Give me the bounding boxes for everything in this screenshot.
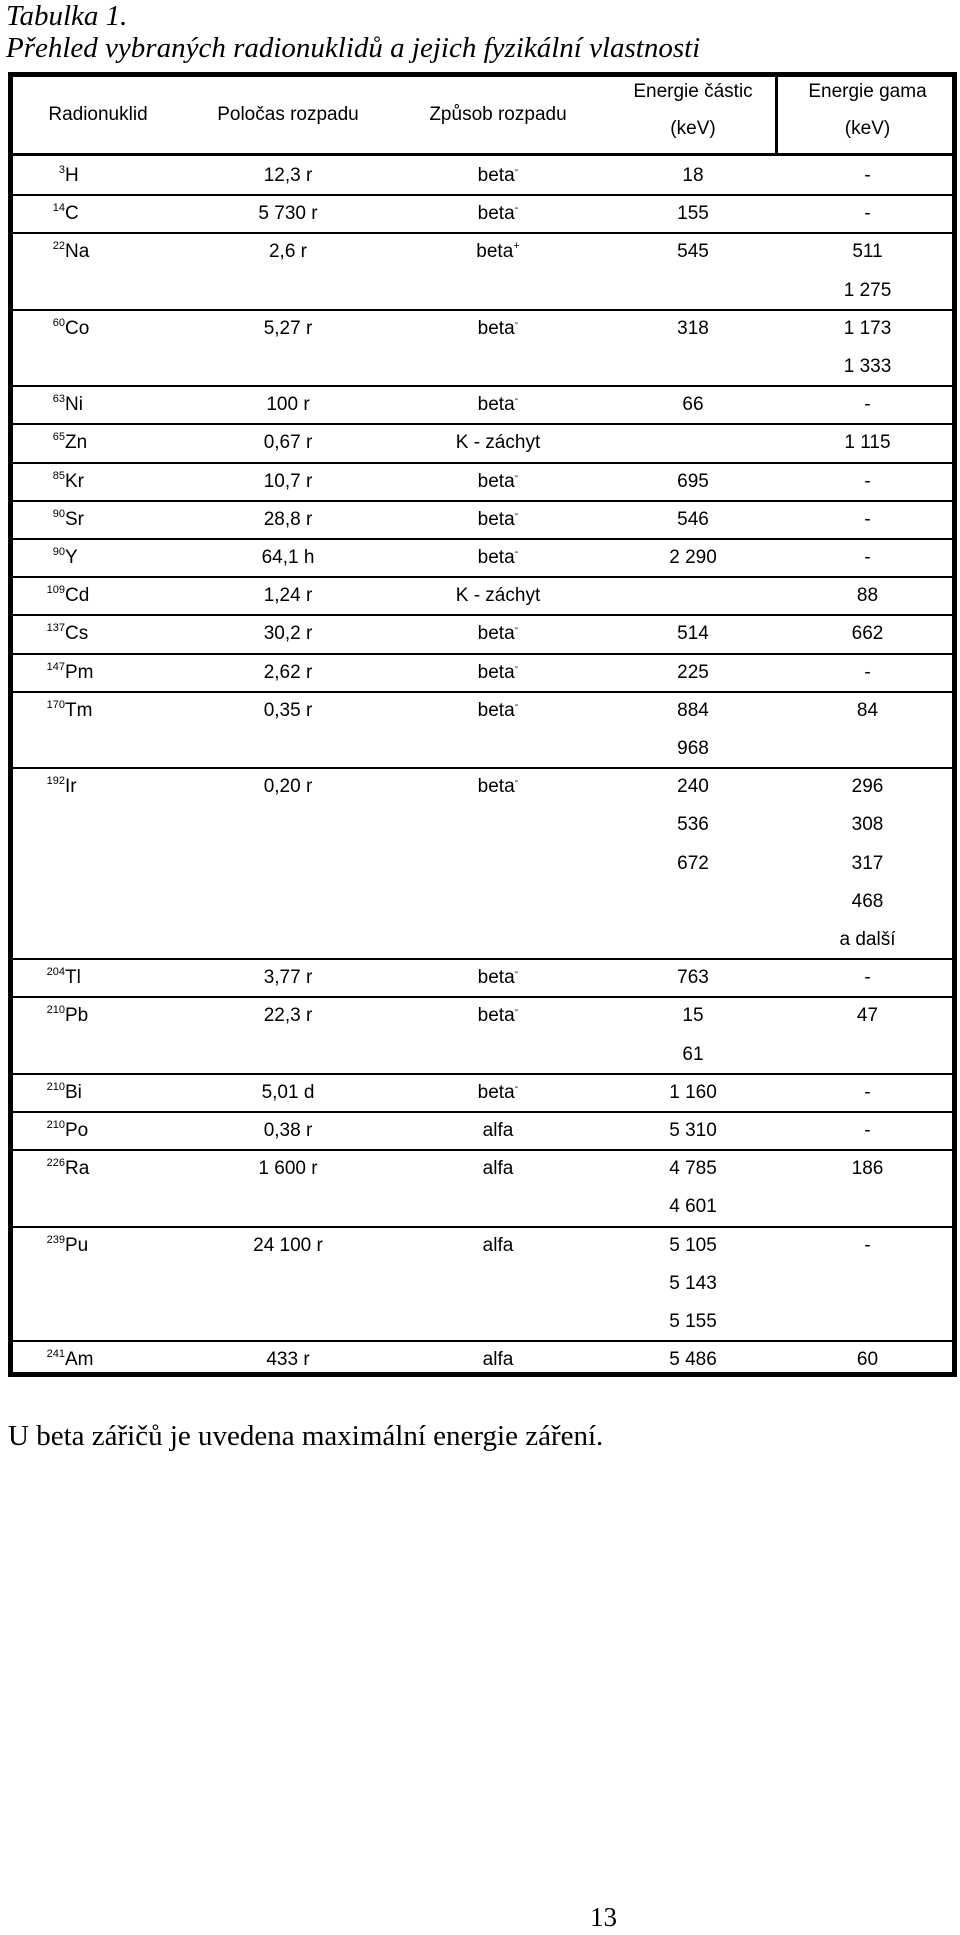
decay-mode-cell — [393, 386, 603, 424]
table-row — [13, 1227, 952, 1342]
decay-mode-text: beta — [477, 623, 515, 645]
mass-number: 192 — [46, 775, 65, 788]
gamma-energy-value: - — [864, 547, 871, 568]
element-symbol: Co — [65, 317, 90, 339]
header-particle-energy: Energie částic — [633, 81, 753, 102]
gamma-energy-value: 296 — [851, 776, 884, 798]
decay-mode-cell — [393, 1341, 603, 1379]
element-symbol: Tl — [65, 967, 81, 989]
nuclide-cell — [31, 959, 191, 997]
gamma-energy-value: - — [864, 1234, 871, 1256]
table-row — [13, 577, 952, 615]
element-symbol: Pm — [65, 661, 94, 683]
decay-mode-cell — [393, 692, 603, 730]
element-symbol: Po — [65, 1120, 89, 1141]
gamma-energy-value: 88 — [856, 585, 879, 607]
particle-energy-value: 5 155 — [669, 1310, 717, 1332]
table-row — [13, 463, 952, 501]
decay-mode-sign: - — [514, 316, 519, 329]
nuclide-cell — [31, 233, 191, 271]
particle-energy-value: 5 486 — [669, 1349, 717, 1371]
nuclide-cell — [31, 463, 191, 501]
mass-number: 109 — [46, 584, 65, 597]
header-divider — [775, 77, 778, 153]
table-row — [13, 959, 952, 997]
mass-number: 60 — [52, 316, 65, 329]
decay-mode-cell — [393, 233, 603, 271]
gamma-energy-value: 1 173 — [843, 317, 892, 339]
decay-mode-sign: - — [514, 775, 519, 788]
mass-number: 210 — [46, 1080, 65, 1093]
table-row — [13, 195, 952, 233]
particle-energy-value — [613, 424, 773, 462]
element-symbol: Ra — [65, 1158, 90, 1180]
nuclide-cell — [31, 1112, 191, 1150]
decay-mode-text: beta — [477, 661, 515, 683]
gamma-energy-value: 1 333 — [843, 355, 892, 377]
gamma-energy-value: - — [864, 165, 871, 186]
decay-mode-sign: - — [514, 1004, 519, 1017]
particle-energy-value: 514 — [677, 623, 709, 645]
particle-energy-value: 5 105 — [669, 1234, 717, 1256]
element-symbol: Bi — [65, 1081, 82, 1103]
half-life-cell: 2,62 r — [263, 661, 313, 683]
gamma-energy-value: a další — [839, 928, 896, 950]
nuclide-cell — [31, 157, 191, 195]
decay-mode-cell — [393, 539, 603, 577]
table-caption-number: Tabulka 1. — [6, 0, 128, 32]
particle-energy-value: 763 — [677, 967, 709, 989]
decay-mode-cell — [393, 768, 603, 806]
half-life-cell: 22,3 r — [263, 1005, 313, 1027]
decay-mode-text: alfa — [482, 1234, 514, 1256]
decay-mode-text: beta — [477, 967, 515, 989]
mass-number: 210 — [46, 1119, 65, 1131]
nuclide-cell — [31, 1150, 191, 1188]
header-gamma-energy-unit: (keV) — [844, 118, 891, 139]
table-caption-title: Přehled vybraných radionuklidů a jejich fyzikální vlastnosti — [6, 32, 701, 64]
mass-number: 210 — [46, 1004, 65, 1017]
gamma-energy-value: 468 — [851, 890, 884, 912]
decay-mode-text: beta — [477, 776, 515, 798]
element-symbol: Cd — [65, 585, 90, 607]
header-decay-mode: Způsob rozpadu — [429, 104, 567, 125]
particle-energy-value: 66 — [682, 394, 704, 416]
half-life-cell: 0,67 r — [263, 432, 313, 454]
particle-energy-value: 5 143 — [669, 1272, 717, 1294]
decay-mode-sign: - — [514, 698, 519, 711]
mass-number: 241 — [46, 1348, 65, 1361]
element-symbol: Y — [65, 547, 78, 568]
mass-number: 204 — [46, 966, 65, 979]
nuclide-cell — [31, 310, 191, 348]
particle-energy-value: 546 — [677, 508, 709, 530]
gamma-energy-value: 662 — [851, 623, 884, 645]
decay-mode-sign: - — [514, 164, 519, 176]
half-life-cell: 12,3 r — [263, 165, 313, 186]
gamma-energy-value: 308 — [851, 814, 884, 836]
gamma-energy-value: - — [864, 470, 871, 492]
table-row — [13, 1074, 952, 1112]
decay-mode-text: alfa — [482, 1158, 514, 1180]
footnote: U beta zářičů je uvedena maximální energie záření. — [8, 1420, 604, 1452]
mass-number: 90 — [52, 546, 65, 558]
table-header-row — [13, 77, 952, 153]
mass-number: 239 — [46, 1233, 65, 1246]
particle-energy-value: 318 — [677, 317, 709, 339]
decay-mode-sign: - — [514, 507, 519, 520]
particle-energy-value: 18 — [682, 165, 704, 186]
gamma-energy-value: 1 115 — [844, 432, 891, 454]
decay-mode-text: beta — [477, 470, 515, 492]
decay-mode-cell — [393, 195, 603, 233]
table-row — [13, 997, 952, 1073]
half-life-cell: 1 600 r — [258, 1158, 318, 1180]
decay-mode-cell — [393, 157, 603, 195]
decay-mode-cell — [393, 1112, 603, 1150]
gamma-energy-value: 47 — [856, 1005, 879, 1027]
gamma-energy-value: 186 — [851, 1158, 884, 1180]
particle-energy-value: 2 290 — [669, 547, 717, 568]
radionuclide-table — [8, 72, 957, 1377]
particle-energy-value: 225 — [677, 661, 709, 683]
decay-mode-text: beta — [477, 547, 515, 568]
table-row — [13, 692, 952, 768]
nuclide-cell — [31, 768, 191, 806]
particle-energy-value: 240 — [677, 776, 709, 798]
decay-mode-text: beta — [477, 699, 515, 721]
half-life-cell: 28,8 r — [263, 508, 313, 530]
decay-mode-sign: - — [514, 469, 519, 482]
decay-mode-text: alfa — [482, 1349, 514, 1371]
table-row — [13, 539, 952, 577]
particle-energy-value: 884 — [677, 699, 709, 721]
decay-mode-cell — [393, 1227, 603, 1265]
half-life-cell: 64,1 h — [261, 547, 315, 568]
decay-mode-cell — [393, 997, 603, 1035]
particle-energy-value: 672 — [677, 852, 709, 874]
decay-mode-cell — [393, 1150, 603, 1188]
table-row — [13, 233, 952, 309]
gamma-energy-value: - — [864, 394, 871, 416]
mass-number: 137 — [46, 622, 65, 635]
decay-mode-cell — [393, 577, 603, 615]
element-symbol: C — [65, 203, 79, 225]
particle-energy-value: 545 — [677, 241, 709, 263]
element-symbol: Ni — [65, 394, 83, 416]
decay-mode-cell — [393, 654, 603, 692]
element-symbol: Ir — [65, 776, 77, 798]
nuclide-cell — [31, 1227, 191, 1265]
gamma-energy-value: - — [864, 508, 871, 530]
half-life-cell: 5,01 d — [261, 1081, 315, 1103]
mass-number: 147 — [46, 660, 65, 673]
nuclide-cell — [31, 577, 191, 615]
table-row — [13, 1341, 952, 1379]
mass-number: 3 — [58, 164, 65, 176]
decay-mode-sign: - — [514, 622, 519, 635]
nuclide-cell — [31, 997, 191, 1035]
half-life-cell: 5 730 r — [258, 203, 318, 225]
decay-mode-sign: - — [514, 202, 519, 215]
mass-number: 14 — [52, 202, 65, 215]
half-life-cell: 1,24 r — [263, 585, 313, 607]
decay-mode-sign: - — [514, 393, 519, 406]
decay-mode-cell — [393, 615, 603, 653]
nuclide-cell — [31, 654, 191, 692]
decay-mode-text: K - záchyt — [455, 585, 541, 607]
particle-energy-value — [613, 577, 773, 615]
nuclide-cell — [31, 195, 191, 233]
decay-mode-text: beta — [477, 203, 515, 225]
element-symbol: Zn — [65, 432, 88, 454]
mass-number: 65 — [52, 431, 65, 444]
decay-mode-sign: - — [514, 966, 519, 979]
decay-mode-text: beta — [477, 1005, 515, 1027]
nuclide-cell — [31, 424, 191, 462]
half-life-cell: 30,2 r — [263, 623, 313, 645]
decay-mode-sign: - — [514, 660, 519, 673]
element-symbol: Pb — [65, 1005, 89, 1027]
gamma-energy-value: - — [864, 661, 871, 683]
header-particle-energy-unit: (keV) — [670, 118, 716, 139]
header-nuclide: Radionuklid — [48, 104, 148, 125]
page-number: 13 — [590, 1902, 617, 1932]
particle-energy-value: 4 785 — [669, 1158, 717, 1180]
half-life-cell: 0,38 r — [263, 1120, 313, 1141]
element-symbol: Am — [65, 1349, 94, 1371]
decay-mode-text: beta — [477, 1081, 515, 1103]
table-row — [13, 386, 952, 424]
nuclide-cell — [31, 386, 191, 424]
table-row — [13, 424, 952, 462]
mass-number: 226 — [46, 1157, 65, 1170]
particle-energy-value: 695 — [677, 470, 709, 492]
mass-number: 85 — [52, 469, 65, 482]
table-row — [13, 1150, 952, 1226]
half-life-cell: 100 r — [266, 394, 310, 416]
gamma-energy-value: 511 — [852, 241, 883, 263]
header-half-life: Poločas rozpadu — [217, 104, 359, 125]
decay-mode-cell — [393, 959, 603, 997]
nuclide-cell — [31, 539, 191, 577]
table-row — [13, 615, 952, 653]
nuclide-cell — [31, 1074, 191, 1112]
element-symbol: Na — [65, 241, 90, 263]
decay-mode-cell — [393, 310, 603, 348]
particle-energy-value: 4 601 — [669, 1196, 717, 1218]
table-row — [13, 654, 952, 692]
element-symbol: Kr — [65, 470, 84, 492]
decay-mode-text: beta — [477, 394, 515, 416]
header-gamma-energy: Energie gama — [808, 81, 927, 102]
particle-energy-value: 968 — [677, 737, 709, 759]
decay-mode-sign: - — [514, 546, 519, 558]
decay-mode-text: alfa — [482, 1120, 514, 1141]
gamma-energy-value: 84 — [856, 699, 879, 721]
nuclide-cell — [31, 692, 191, 730]
particle-energy-value: 155 — [677, 203, 709, 225]
particle-energy-value: 61 — [682, 1043, 704, 1065]
nuclide-cell — [31, 501, 191, 539]
decay-mode-text: beta — [477, 508, 515, 530]
decay-mode-text: K - záchyt — [455, 432, 541, 454]
table-row — [13, 310, 952, 386]
decay-mode-text: beta — [477, 317, 515, 339]
particle-energy-value: 1 160 — [669, 1081, 717, 1103]
decay-mode-sign: + — [513, 240, 520, 253]
half-life-cell: 5,27 r — [263, 317, 313, 339]
half-life-cell: 0,35 r — [263, 699, 313, 721]
decay-mode-cell — [393, 501, 603, 539]
nuclide-cell — [31, 1341, 191, 1379]
header-separator — [13, 153, 952, 156]
decay-mode-text: beta — [477, 165, 515, 186]
element-symbol: Pu — [65, 1234, 89, 1256]
half-life-cell: 10,7 r — [263, 470, 313, 492]
element-symbol: Sr — [65, 508, 84, 530]
table-row — [13, 768, 952, 959]
gamma-energy-value: 1 275 — [843, 279, 892, 301]
gamma-energy-value: - — [864, 203, 871, 225]
gamma-energy-value: - — [864, 967, 871, 989]
decay-mode-sign: - — [514, 1080, 519, 1093]
decay-mode-text: beta — [476, 241, 514, 263]
decay-mode-cell — [393, 463, 603, 501]
gamma-energy-value: 317 — [851, 852, 884, 874]
table-row — [13, 501, 952, 539]
gamma-energy-value: - — [864, 1120, 871, 1141]
gamma-energy-value: - — [864, 1081, 871, 1103]
element-symbol: Tm — [65, 699, 93, 721]
element-symbol: Cs — [65, 623, 89, 645]
half-life-cell: 24 100 r — [253, 1234, 323, 1256]
table-row — [13, 1112, 952, 1150]
half-life-cell: 433 r — [266, 1349, 310, 1371]
table-body — [13, 77, 952, 1372]
decay-mode-cell — [393, 1074, 603, 1112]
decay-mode-cell — [393, 424, 603, 462]
element-symbol: H — [65, 165, 79, 186]
mass-number: 63 — [52, 393, 65, 406]
mass-number: 90 — [52, 507, 65, 520]
nuclide-cell — [31, 615, 191, 653]
half-life-cell: 3,77 r — [263, 967, 313, 989]
half-life-cell: 2,6 r — [268, 241, 308, 263]
half-life-cell: 0,20 r — [263, 776, 313, 798]
mass-number: 22 — [52, 240, 65, 253]
gamma-energy-value: 60 — [856, 1349, 879, 1371]
mass-number: 170 — [46, 698, 65, 711]
particle-energy-value: 15 — [682, 1005, 704, 1027]
particle-energy-value: 536 — [677, 814, 709, 836]
table-row — [13, 157, 952, 195]
particle-energy-value: 5 310 — [669, 1120, 717, 1141]
